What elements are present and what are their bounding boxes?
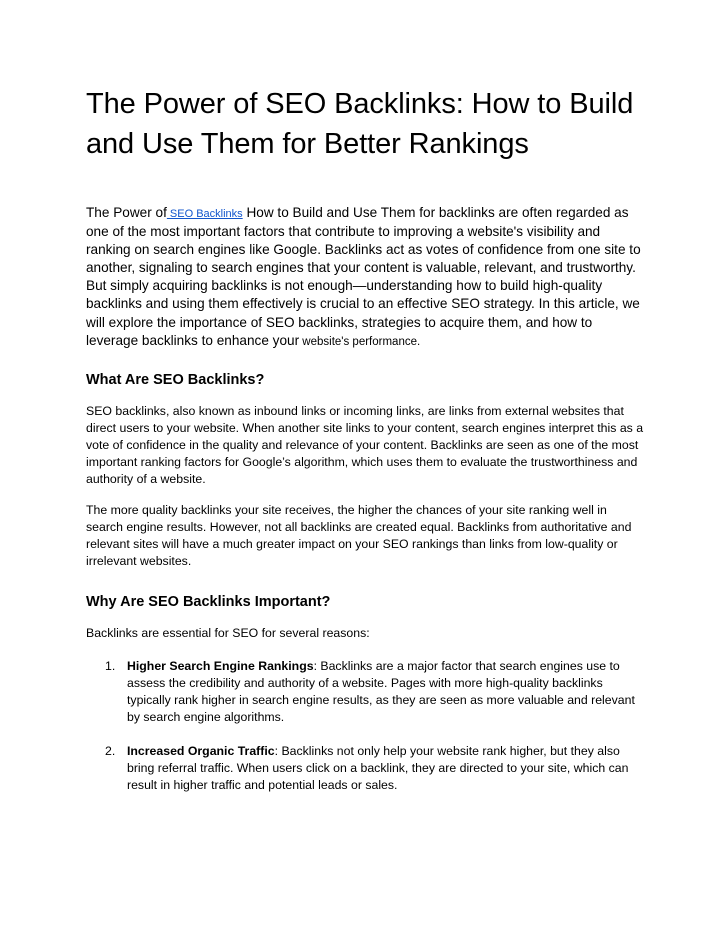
seo-backlinks-link[interactable]: SEO Backlinks: [166, 208, 243, 220]
intro-tail: website's performance.: [299, 335, 421, 348]
list-item-term: Higher Search Engine Rankings: [127, 658, 314, 673]
list-item: [105, 743, 646, 794]
document-page: [86, 84, 646, 811]
paragraph: SEO backlinks, also known as inbound links or incoming links, are links from external websites that direct users to your website. When another site links to your content, search engines interpret this as a vote of confidence in the quality and relevance of your content. Backlinks are seen as one of the most important ranking factors for Google’s algorithm, which uses them to evaluate the trustworthiness and authority of a website.: [86, 403, 644, 486]
section-heading-why: Why Are SEO Backlinks Important?: [86, 593, 331, 610]
section-heading-what: What Are SEO Backlinks?: [86, 371, 265, 388]
intro-paragraph: [86, 204, 646, 351]
intro-prefix: The Power of: [86, 205, 167, 220]
list-number: 2.: [105, 743, 116, 758]
list-item: [105, 658, 646, 726]
reasons-list: [86, 658, 646, 794]
list-item-text: : Backlinks not only help your website rank higher, but they also bring referral traffic. When users click on a backlink, they are directed to your site, which can result in higher traffic and potential leads or sales.: [127, 743, 629, 792]
page-title: The Power of SEO Backlinks: How to Build and Use Them for Better Rankings: [86, 88, 634, 160]
intro-text: How to Build and Use Them for backlinks are often regarded as one of the most important factors that contribute to improving a website's visibility and ranking on search engines like Google. Backlinks act as votes of confidence from one site to another, signaling to search engines that your content is valuable, relevant, and trustworthy. But simply acquiring backlinks is not enough—understanding how to build high-quality backlinks and using them effectively is crucial to an effective SEO strategy. In this article, we will explore the importance of SEO backlinks, strategies to acquire them, and how to leverage backlinks to enhance your: [86, 205, 641, 348]
list-item-text: : Backlinks are a major factor that search engines use to assess the credibility and authority of a website. Pages with more high-quality backlinks typically rank higher in search engine results, as they are seen as more valuable and relevant by search engine algorithms.: [127, 658, 635, 724]
list-number: 1.: [105, 658, 116, 673]
paragraph: The more quality backlinks your site receives, the higher the chances of your site ranking well in search engine results. However, not all backlinks are created equal. Backlinks from authoritative and relevant sites will have a much greater impact on your SEO rankings than links from low-quality or irrelevant websites.: [86, 502, 632, 568]
paragraph: Backlinks are essential for SEO for several reasons:: [86, 625, 370, 640]
list-item-term: Increased Organic Traffic: [127, 743, 275, 758]
